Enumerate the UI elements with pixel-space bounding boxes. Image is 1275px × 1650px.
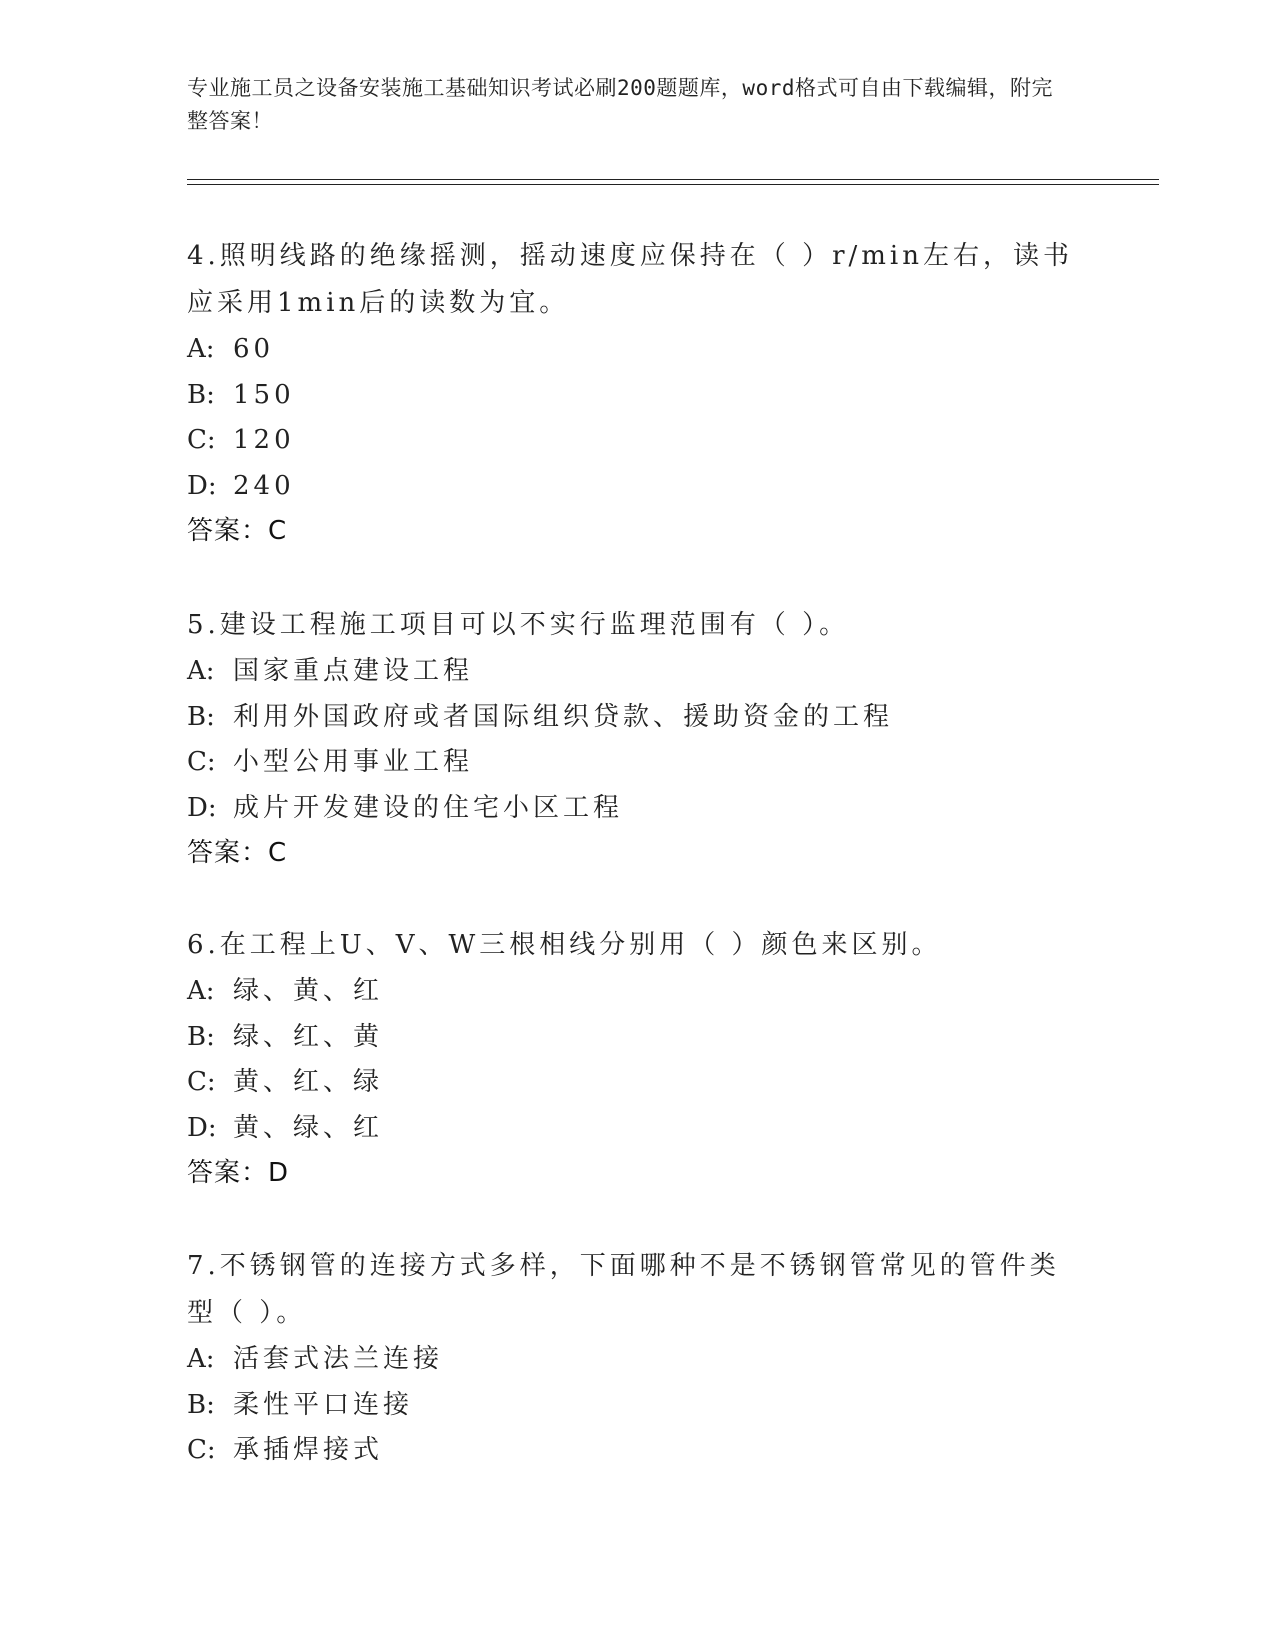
question-4 [187,233,1087,555]
question-7 [187,1243,1087,1474]
question-text: 5.建设工程施工项目可以不实行监理范围有（ ）。 [187,610,850,640]
option-letter: A: [187,1344,215,1374]
option-text: 利用外国政府或者国际组织贷款、援助资金的工程 [233,701,894,732]
option-d [187,1106,1087,1152]
option-text: 150 [233,379,295,410]
answer-text: 答案：D [187,1158,290,1188]
question-6 [187,922,1087,1197]
option-letter: C: [187,1435,216,1465]
answer-text: 答案：C [187,838,288,868]
option-letter: D: [187,1112,217,1143]
option-letter: C: [187,425,216,455]
option-text: 国家重点建设工程 [233,656,474,686]
question-5 [187,602,1087,877]
option-letter: C: [187,1067,216,1097]
option-a [187,649,1087,695]
option-c [187,1060,1087,1106]
header-divider-top [187,179,1159,180]
option-b [187,695,1087,741]
option-text: 承插焊接式 [233,1435,384,1465]
option-letter: B: [187,379,215,410]
option-letter: A: [187,334,215,364]
question-text: 6.在工程上U、V、W三根相线分别用（ ）颜色来区别。 [187,930,942,960]
option-text: 柔性平口连接 [233,1389,414,1420]
option-text: 60 [233,334,275,364]
option-letter: D: [187,470,217,501]
option-text: 黄、红、绿 [233,1067,384,1097]
option-b [187,1015,1087,1061]
option-a [187,969,1087,1015]
option-text: 黄、绿、红 [233,1112,384,1143]
option-b [187,373,1087,419]
option-text: 240 [233,470,295,501]
option-letter: B: [187,701,215,732]
option-a [187,327,1087,373]
option-letter: D: [187,792,217,823]
question-text: 7.不锈钢管的连接方式多样，下面哪种不是不锈钢管常见的管件类型（ ）。 [187,1251,1060,1328]
option-d [187,464,1087,510]
option-letter: A: [187,656,215,686]
option-letter: B: [187,1389,215,1420]
option-text: 绿、红、黄 [233,1021,384,1052]
option-d [187,786,1087,832]
answer-text: 答案：C [187,516,288,546]
option-text: 成片开发建设的住宅小区工程 [233,792,624,823]
question-text: 4.照明线路的绝缘摇测，摇动速度应保持在（ ）r/min左右，读书应采用1min后的读数为宜。 [187,241,1073,318]
option-text: 绿、黄、红 [233,976,384,1006]
option-text: 小型公用事业工程 [233,747,474,777]
option-c [187,740,1087,786]
option-b [187,1383,1087,1429]
option-letter: B: [187,1021,215,1052]
option-c [187,1428,1087,1474]
option-letter: C: [187,747,216,777]
option-text: 120 [233,425,295,455]
option-letter: A: [187,976,215,1006]
document-header: 专业施工员之设备安装施工基础知识考试必刷200题题库，word格式可自由下载编辑，附完整答案！ [187,76,1053,133]
option-c [187,418,1087,464]
header-divider-bottom [187,184,1159,185]
option-a [187,1337,1087,1383]
option-text: 活套式法兰连接 [233,1344,444,1374]
